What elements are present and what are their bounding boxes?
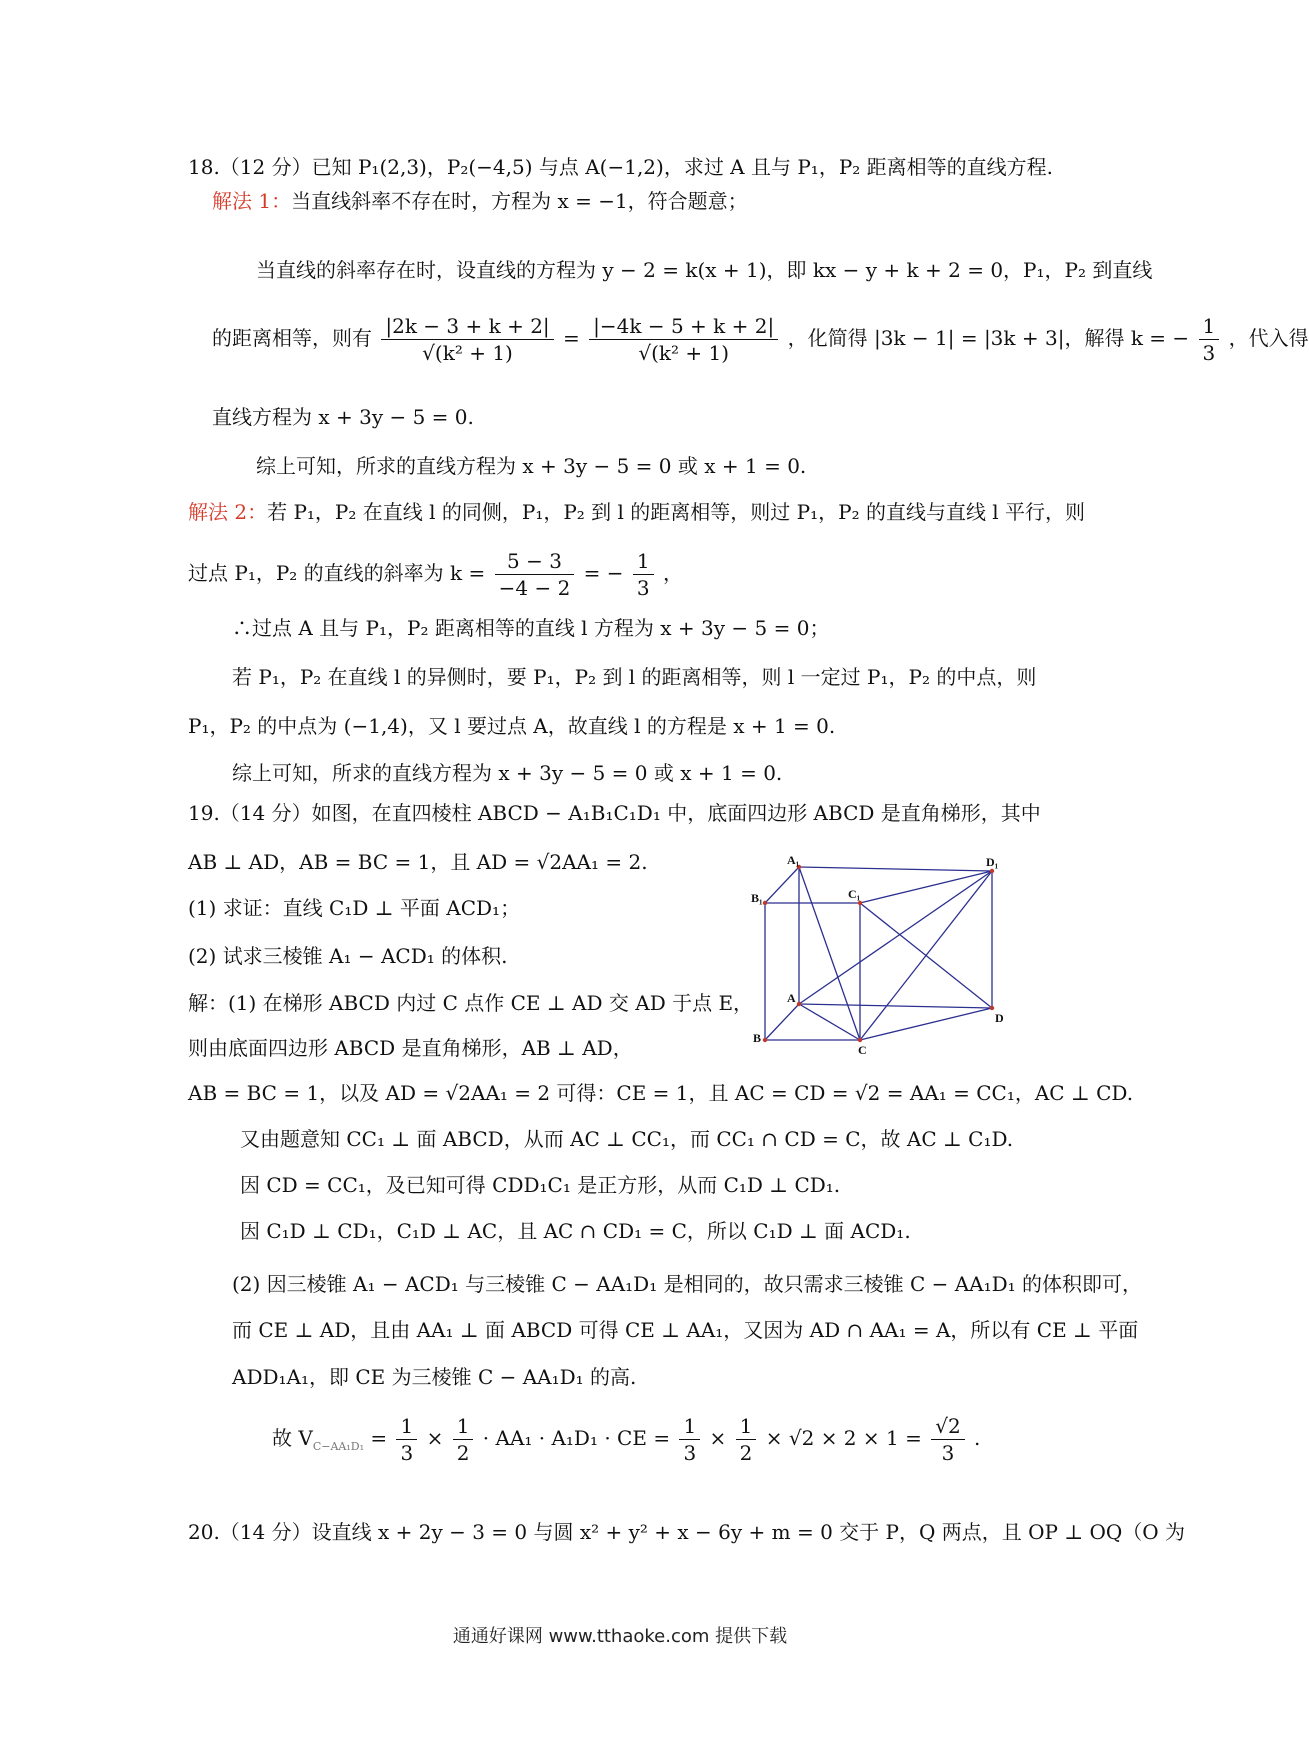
q19-stem-line1: 19.（14 分）如图，在直四棱柱 ABCD − A₁B₁C₁D₁ 中，底面四边形 ABCD 是直角梯形，其中 — [188, 801, 1041, 825]
fraction-numerator: √2 — [931, 1413, 964, 1440]
fraction-denominator: √(k² + 1) — [422, 341, 513, 365]
q18-method1-line3-post: ，代入得 — [1228, 326, 1309, 350]
label-a1: A₁ — [787, 853, 800, 867]
q18-method1-text1: 当直线斜率不存在时，方程为 x = −1，符合题意； — [291, 189, 748, 213]
fraction-denominator: 3 — [636, 576, 650, 600]
q19-volume-formula — [272, 1410, 980, 1475]
q18-stem: 18.（12 分）已知 P₁(2,3)，P₂(−4,5) 与点 A(−1,2)，求过 A 且与 P₁，P₂ 距离相等的直线方程. — [188, 155, 1054, 179]
fraction-numerator: |2k − 3 + k + 2| — [381, 313, 553, 340]
volume-end: . — [974, 1426, 981, 1450]
fraction-one-half — [453, 1413, 474, 1466]
fraction-denominator: 3 — [400, 1441, 414, 1465]
q18-distance-fraction-1 — [381, 313, 553, 366]
fraction-one-third-2 — [679, 1413, 700, 1466]
q18-method1-line1 — [212, 187, 748, 215]
q19-solution-line5: 因 CD = CC₁，及已知可得 CDD₁C₁ 是正方形，从而 C₁D ⊥ CD₁. — [240, 1173, 841, 1197]
fraction-result — [931, 1413, 964, 1466]
edge-b1-a1 — [765, 867, 799, 903]
q18-method1-line3-mid: ，化简得 |3k − 1| = |3k + 3|，解得 k = − — [787, 326, 1190, 350]
q18-method1-line4: 直线方程为 x + 3y − 5 = 0. — [212, 405, 474, 429]
q19-solution-line2: 则由底面四边形 ABCD 是直角梯形，AB ⊥ AD， — [188, 1036, 633, 1060]
fraction-numerator: |−4k − 5 + k + 2| — [589, 313, 778, 340]
fraction-numerator: 1 — [736, 1413, 757, 1440]
q18-method2-line6: 综上可知，所求的直线方程为 x + 3y − 5 = 0 或 x + 1 = 0. — [232, 761, 783, 785]
q18-method2-line2-pre: 过点 P₁，P₂ 的直线的斜率为 k = — [188, 561, 486, 585]
q18-method1-line5: 综上可知，所求的直线方程为 x + 3y − 5 = 0 或 x + 1 = 0. — [256, 454, 807, 478]
q19-solution-line9: ADD₁A₁，即 CE 为三棱锥 C − AA₁D₁ 的高. — [232, 1365, 637, 1389]
q19-stem-line2: AB ⊥ AD，AB = BC = 1，且 AD = √2AA₁ = 2. — [188, 850, 648, 874]
vertex-b1 — [763, 901, 767, 905]
q18-method2-line4: 若 P₁，P₂ 在直线 l 的异侧时，要 P₁，P₂ 到 l 的距离相等，则 l 一定过 P₁，P₂ 的中点，则 — [232, 665, 1037, 689]
edge-a-d — [799, 1004, 992, 1008]
prism-figure — [745, 852, 1015, 1057]
fraction-numerator: 1 — [453, 1413, 474, 1440]
q19-part2: (2) 试求三棱锥 A₁ − ACD₁ 的体积. — [188, 944, 508, 968]
fraction-denominator: 3 — [1202, 341, 1216, 365]
q18-method1-line2: 当直线的斜率存在时，设直线的方程为 y − 2 = k(x + 1)，即 kx − y + k + 2 = 0，P₁，P₂ 到直线 — [256, 258, 1153, 282]
q19-solution-line7: (2) 因三棱锥 A₁ − ACD₁ 与三棱锥 C − AA₁D₁ 是相同的，故只需求三棱锥 C − AA₁D₁ 的体积即可， — [232, 1272, 1143, 1296]
prism-labels — [751, 853, 1004, 1057]
vertex-c1 — [858, 901, 862, 905]
edge-c-d — [860, 1008, 992, 1040]
q18-slope-result-fraction — [633, 548, 654, 601]
fraction-numerator: 1 — [679, 1413, 700, 1440]
label-b1: B₁ — [751, 891, 763, 905]
label-d1: D₁ — [986, 855, 999, 869]
fraction-denominator: 2 — [456, 1441, 470, 1465]
vertex-d1 — [990, 869, 994, 873]
fraction-denominator: 3 — [683, 1441, 697, 1465]
q18-distance-fraction-2 — [589, 313, 778, 366]
q19-solution-line8: 而 CE ⊥ AD，且由 AA₁ ⊥ 面 ABCD 可得 CE ⊥ AA₁，又因为 AD ∩ AA₁ = A，所以有 CE ⊥ 平面 — [232, 1318, 1139, 1342]
times-sign: × — [709, 1426, 727, 1450]
edge-a1-d1 — [799, 867, 992, 871]
q18-method2-line5: P₁，P₂ 的中点为 (−1,4)，又 l 要过点 A，故直线 l 的方程是 x + 1 = 0. — [188, 714, 836, 738]
equals-sign: = — [370, 1426, 388, 1450]
edge-c1-d1 — [860, 871, 992, 903]
q20-stem: 20.（14 分）设直线 x + 2y − 3 = 0 与圆 x² + y² + x − 6y + m = 0 交于 P，Q 两点，且 OP ⊥ OQ（O 为 — [188, 1520, 1186, 1544]
fraction-numerator: 1 — [633, 548, 654, 575]
segment-c1-d — [860, 903, 992, 1008]
vertex-a — [797, 1002, 801, 1006]
q18-method2-line3: ∴过点 A 且与 P₁，P₂ 距离相等的直线 l 方程为 x + 3y − 5 = 0； — [232, 616, 830, 640]
q19-solution-line1: 解：(1) 在梯形 ABCD 内过 C 点作 CE ⊥ AD 交 AD 于点 E， — [188, 991, 754, 1015]
segment-a-c — [799, 1004, 860, 1040]
fraction-denominator: 2 — [739, 1441, 753, 1465]
label-c: C — [858, 1043, 867, 1057]
q18-method2-line2 — [188, 545, 683, 601]
fraction-denominator: √(k² + 1) — [638, 341, 730, 365]
vertex-c — [858, 1038, 862, 1042]
q18-method1-label: 解法 1： — [212, 189, 292, 213]
q18-k-fraction — [1199, 313, 1220, 366]
fraction-one-third — [396, 1413, 417, 1466]
q18-method2-line2-mid: = − — [583, 561, 624, 585]
fraction-denominator: 3 — [941, 1441, 955, 1465]
label-d: D — [995, 1011, 1004, 1025]
volume-tail: × √2 × 2 × 1 = — [765, 1426, 922, 1450]
q18-method2-line1 — [188, 498, 1085, 526]
q18-method2-label: 解法 2： — [188, 500, 268, 524]
segment-a-d1 — [799, 871, 992, 1004]
fraction-denominator: −4 − 2 — [498, 576, 571, 600]
footer-source: 通通好课网 www.tthaoke.com 提供下载 — [452, 1626, 788, 1647]
fraction-one-half-2 — [736, 1413, 757, 1466]
volume-middle: · AA₁ · A₁D₁ · CE = — [482, 1426, 671, 1450]
q18-method2-line2-post: ， — [663, 561, 683, 585]
q19-solution-line3: AB = BC = 1，以及 AD = √2AA₁ = 2 可得：CE = 1，且 AC = CD = √2 = AA₁ = CC₁，AC ⊥ CD. — [188, 1081, 1134, 1105]
fraction-numerator: 1 — [1199, 313, 1220, 340]
q18-method1-line3 — [212, 310, 1309, 366]
volume-prefix: 故 V — [272, 1426, 313, 1450]
q19-solution-line6: 因 C₁D ⊥ CD₁，C₁D ⊥ AC，且 AC ∩ CD₁ = C，所以 C₁D ⊥ 面 ACD₁. — [240, 1219, 911, 1243]
q19-part1: (1) 求证：直线 C₁D ⊥ 平面 ACD₁； — [188, 896, 521, 920]
q18-method2-text1: 若 P₁，P₂ 在直线 l 的同侧，P₁，P₂ 到 l 的距离相等，则过 P₁，P₂ 的直线与直线 l 平行，则 — [267, 500, 1086, 524]
prism-edges — [765, 867, 992, 1040]
edge-b-a — [765, 1004, 799, 1040]
equals-sign: = — [563, 326, 580, 350]
label-b: B — [753, 1031, 762, 1045]
times-sign: × — [426, 1426, 444, 1450]
label-a: A — [787, 991, 796, 1005]
fraction-numerator: 1 — [396, 1413, 417, 1440]
q18-slope-fraction — [495, 548, 575, 601]
fraction-numerator: 5 − 3 — [495, 548, 575, 575]
label-c1: C₁ — [848, 887, 861, 901]
vertex-b — [763, 1038, 767, 1042]
q18-method1-line3-pre: 的距离相等，则有 — [212, 326, 372, 350]
vertex-d — [990, 1006, 994, 1010]
volume-subscript: C−AA₁D₁ — [312, 1440, 364, 1453]
q19-solution-line4: 又由题意知 CC₁ ⊥ 面 ABCD，从而 AC ⊥ CC₁，而 CC₁ ∩ CD = C，故 AC ⊥ C₁D. — [240, 1127, 1014, 1151]
